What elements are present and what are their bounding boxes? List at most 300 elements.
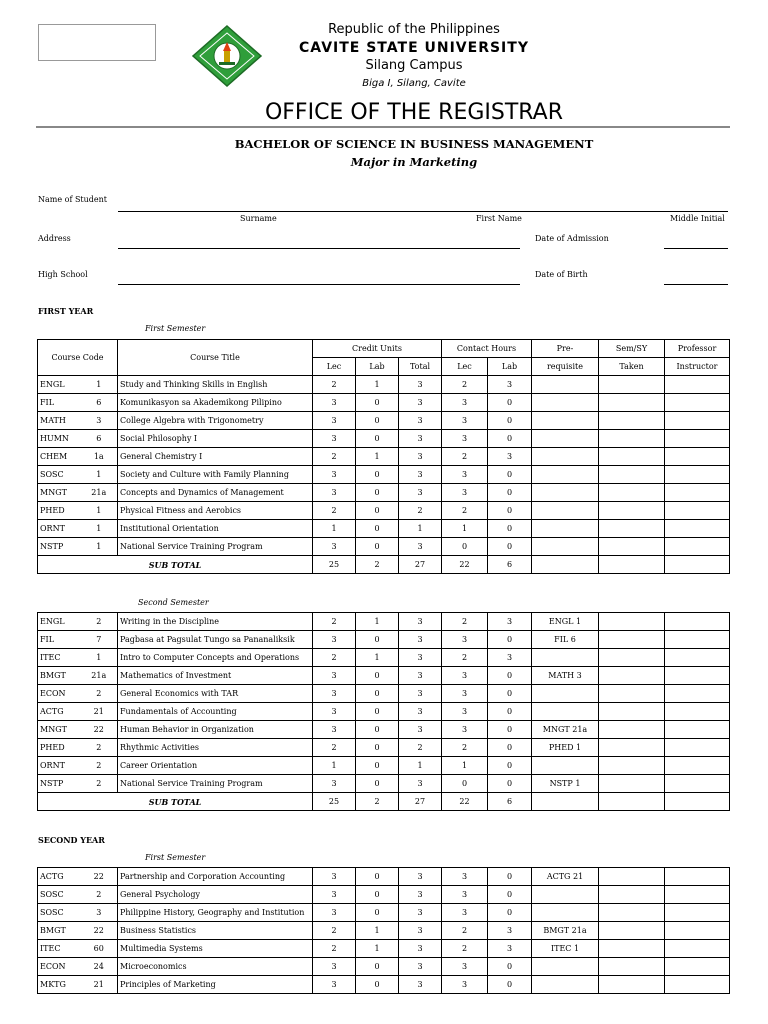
course-code: SOSC bbox=[38, 904, 81, 922]
instructor-cell[interactable] bbox=[665, 922, 730, 940]
course-row bbox=[38, 667, 730, 685]
credit-lab: 0 bbox=[356, 667, 399, 685]
contact-lec: 3 bbox=[442, 631, 488, 649]
credit-lec: 3 bbox=[313, 466, 356, 484]
prerequisite bbox=[532, 958, 599, 976]
course-code: MNGT bbox=[38, 721, 81, 739]
sem-taken-cell[interactable] bbox=[599, 466, 665, 484]
contact-lec: 2 bbox=[442, 739, 488, 757]
subtotal-blank bbox=[599, 556, 665, 574]
contact-lec: 3 bbox=[442, 721, 488, 739]
sem-taken-cell[interactable] bbox=[599, 667, 665, 685]
course-number: 1 bbox=[81, 466, 118, 484]
course-number: 1 bbox=[81, 376, 118, 394]
subtotal-label: SUB TOTAL bbox=[38, 793, 313, 811]
course-code: ITEC bbox=[38, 940, 81, 958]
sem-taken-cell[interactable] bbox=[599, 520, 665, 538]
sem-taken-cell[interactable] bbox=[599, 739, 665, 757]
credit-lec: 3 bbox=[313, 685, 356, 703]
subtotal-ch-lec: 22 bbox=[442, 556, 488, 574]
col-prof-bottom: Instructor bbox=[665, 358, 730, 376]
credit-lab: 1 bbox=[356, 649, 399, 667]
course-row bbox=[38, 868, 730, 886]
contact-lab: 0 bbox=[488, 667, 532, 685]
course-title: Human Behavior in Organization bbox=[118, 721, 313, 739]
credit-lab: 0 bbox=[356, 631, 399, 649]
prerequisite bbox=[532, 538, 599, 556]
surname-label: Surname bbox=[240, 214, 277, 223]
instructor-cell[interactable] bbox=[665, 739, 730, 757]
course-number: 24 bbox=[81, 958, 118, 976]
prerequisite bbox=[532, 904, 599, 922]
credit-lab: 0 bbox=[356, 520, 399, 538]
course-row bbox=[38, 940, 730, 958]
contact-lab: 0 bbox=[488, 721, 532, 739]
sem-taken-cell[interactable] bbox=[599, 448, 665, 466]
credit-total: 3 bbox=[399, 886, 442, 904]
course-title: Society and Culture with Family Planning bbox=[118, 466, 313, 484]
contact-lab: 0 bbox=[488, 538, 532, 556]
course-number: 1 bbox=[81, 502, 118, 520]
credit-lec: 2 bbox=[313, 376, 356, 394]
course-title: Microeconomics bbox=[118, 958, 313, 976]
credit-total: 3 bbox=[399, 649, 442, 667]
instructor-cell[interactable] bbox=[665, 958, 730, 976]
course-code: NSTP bbox=[38, 538, 81, 556]
y2-sem1-table bbox=[37, 867, 730, 994]
course-code: ECON bbox=[38, 685, 81, 703]
sem-taken-cell[interactable] bbox=[599, 904, 665, 922]
instructor-cell[interactable] bbox=[665, 538, 730, 556]
sem-taken-cell[interactable] bbox=[599, 940, 665, 958]
col-credit-units: Credit Units bbox=[313, 340, 442, 358]
col-course-title: Course Title bbox=[118, 340, 313, 376]
course-code: ORNT bbox=[38, 757, 81, 775]
course-code: MATH bbox=[38, 412, 81, 430]
course-row bbox=[38, 613, 730, 631]
course-row bbox=[38, 538, 730, 556]
credit-lab: 0 bbox=[356, 430, 399, 448]
credit-lec: 2 bbox=[313, 940, 356, 958]
credit-lec: 1 bbox=[313, 520, 356, 538]
subtotal-lec: 25 bbox=[313, 556, 356, 574]
course-row bbox=[38, 775, 730, 793]
course-code: BMGT bbox=[38, 667, 81, 685]
subtotal-ch-lec: 22 bbox=[442, 793, 488, 811]
prerequisite bbox=[532, 886, 599, 904]
course-number: 22 bbox=[81, 868, 118, 886]
course-title: General Psychology bbox=[118, 886, 313, 904]
course-number: 3 bbox=[81, 412, 118, 430]
contact-lec: 3 bbox=[442, 394, 488, 412]
contact-lab: 0 bbox=[488, 739, 532, 757]
first-name-label: First Name bbox=[476, 214, 522, 223]
col-lab: Lab bbox=[356, 358, 399, 376]
course-number: 21 bbox=[81, 976, 118, 994]
subtotal-row bbox=[38, 556, 730, 574]
course-title: Fundamentals of Accounting bbox=[118, 703, 313, 721]
contact-lec: 3 bbox=[442, 886, 488, 904]
instructor-cell[interactable] bbox=[665, 775, 730, 793]
prerequisite bbox=[532, 430, 599, 448]
contact-lab: 0 bbox=[488, 484, 532, 502]
instructor-cell[interactable] bbox=[665, 721, 730, 739]
course-row bbox=[38, 721, 730, 739]
credit-total: 3 bbox=[399, 613, 442, 631]
contact-lec: 3 bbox=[442, 976, 488, 994]
instructor-cell[interactable] bbox=[665, 940, 730, 958]
contact-lab: 3 bbox=[488, 922, 532, 940]
instructor-cell[interactable] bbox=[665, 613, 730, 631]
instructor-cell[interactable] bbox=[665, 976, 730, 994]
subtotal-lab: 2 bbox=[356, 793, 399, 811]
credit-lec: 3 bbox=[313, 904, 356, 922]
credit-lec: 3 bbox=[313, 976, 356, 994]
credit-total: 3 bbox=[399, 868, 442, 886]
instructor-cell[interactable] bbox=[665, 757, 730, 775]
course-row bbox=[38, 430, 730, 448]
sem-taken-cell[interactable] bbox=[599, 394, 665, 412]
course-code: FIL bbox=[38, 394, 81, 412]
credit-lab: 0 bbox=[356, 703, 399, 721]
course-number: 22 bbox=[81, 721, 118, 739]
date-of-birth-input-line[interactable] bbox=[664, 284, 728, 285]
sem-taken-cell[interactable] bbox=[599, 502, 665, 520]
credit-lab: 0 bbox=[356, 484, 399, 502]
credit-lec: 2 bbox=[313, 613, 356, 631]
prerequisite bbox=[532, 685, 599, 703]
credit-lab: 1 bbox=[356, 448, 399, 466]
prerequisite bbox=[532, 394, 599, 412]
course-title: Rhythmic Activities bbox=[118, 739, 313, 757]
course-code: ORNT bbox=[38, 520, 81, 538]
contact-lec: 1 bbox=[442, 757, 488, 775]
contact-lec: 3 bbox=[442, 430, 488, 448]
credit-total: 3 bbox=[399, 394, 442, 412]
course-title: Intro to Computer Concepts and Operations bbox=[118, 649, 313, 667]
date-of-admission-label: Date of Admission bbox=[535, 234, 609, 243]
course-title: Philippine History, Geography and Institution bbox=[118, 904, 313, 922]
contact-lec: 3 bbox=[442, 703, 488, 721]
course-code: PHED bbox=[38, 502, 81, 520]
course-title: Multimedia Systems bbox=[118, 940, 313, 958]
credit-total: 3 bbox=[399, 775, 442, 793]
contact-lec: 2 bbox=[442, 649, 488, 667]
sem-taken-cell[interactable] bbox=[599, 412, 665, 430]
instructor-cell[interactable] bbox=[665, 868, 730, 886]
contact-lec: 3 bbox=[442, 868, 488, 886]
course-code: SOSC bbox=[38, 466, 81, 484]
subtotal-lab: 2 bbox=[356, 556, 399, 574]
course-number: 2 bbox=[81, 685, 118, 703]
contact-lab: 0 bbox=[488, 904, 532, 922]
credit-total: 3 bbox=[399, 922, 442, 940]
name-label: Name of Student bbox=[38, 195, 108, 204]
course-title: National Service Training Program bbox=[118, 538, 313, 556]
y2-sem1-label: First Semester bbox=[145, 853, 206, 862]
name-input-line[interactable] bbox=[118, 211, 728, 212]
credit-lab: 1 bbox=[356, 376, 399, 394]
subtotal-blank bbox=[665, 793, 730, 811]
sem-taken-cell[interactable] bbox=[599, 868, 665, 886]
prerequisite bbox=[532, 376, 599, 394]
instructor-cell[interactable] bbox=[665, 484, 730, 502]
course-title: Writing in the Discipline bbox=[118, 613, 313, 631]
course-code: ACTG bbox=[38, 868, 81, 886]
course-code: MNGT bbox=[38, 484, 81, 502]
prerequisite bbox=[532, 412, 599, 430]
credit-lec: 3 bbox=[313, 538, 356, 556]
sem-taken-cell[interactable] bbox=[599, 631, 665, 649]
instructor-cell[interactable] bbox=[665, 649, 730, 667]
credit-lab: 0 bbox=[356, 721, 399, 739]
instructor-cell[interactable] bbox=[665, 520, 730, 538]
sem-taken-cell[interactable] bbox=[599, 703, 665, 721]
address-input-line[interactable] bbox=[118, 248, 520, 249]
sem-taken-cell[interactable] bbox=[599, 775, 665, 793]
instructor-cell[interactable] bbox=[665, 376, 730, 394]
contact-lec: 2 bbox=[442, 922, 488, 940]
date-of-birth-label: Date of Birth bbox=[535, 270, 588, 279]
contact-lab: 0 bbox=[488, 502, 532, 520]
credit-total: 3 bbox=[399, 430, 442, 448]
course-title: Principles of Marketing bbox=[118, 976, 313, 994]
course-code: ENGL bbox=[38, 613, 81, 631]
course-title: Concepts and Dynamics of Management bbox=[118, 484, 313, 502]
prerequisite bbox=[532, 520, 599, 538]
instructor-cell[interactable] bbox=[665, 667, 730, 685]
contact-lab: 0 bbox=[488, 886, 532, 904]
sem-taken-cell[interactable] bbox=[599, 430, 665, 448]
course-number: 6 bbox=[81, 430, 118, 448]
contact-lab: 0 bbox=[488, 430, 532, 448]
col-sem-bottom: Taken bbox=[599, 358, 665, 376]
credit-lab: 0 bbox=[356, 958, 399, 976]
credit-lab: 0 bbox=[356, 538, 399, 556]
credit-total: 3 bbox=[399, 448, 442, 466]
course-row bbox=[38, 739, 730, 757]
contact-lec: 2 bbox=[442, 613, 488, 631]
credit-lec: 3 bbox=[313, 631, 356, 649]
course-row bbox=[38, 976, 730, 994]
instructor-cell[interactable] bbox=[665, 502, 730, 520]
sem-taken-cell[interactable] bbox=[599, 757, 665, 775]
prerequisite bbox=[532, 649, 599, 667]
instructor-cell[interactable] bbox=[665, 394, 730, 412]
subtotal-label: SUB TOTAL bbox=[38, 556, 313, 574]
major-title: Major in Marketing bbox=[350, 155, 478, 169]
col-contact-hours: Contact Hours bbox=[442, 340, 532, 358]
date-of-admission-input-line[interactable] bbox=[664, 248, 728, 249]
course-number: 21 bbox=[81, 703, 118, 721]
credit-lec: 2 bbox=[313, 922, 356, 940]
credit-lab: 0 bbox=[356, 886, 399, 904]
prerequisite: ENGL 1 bbox=[532, 613, 599, 631]
credit-total: 2 bbox=[399, 502, 442, 520]
credit-lec: 2 bbox=[313, 739, 356, 757]
credit-lab: 0 bbox=[356, 775, 399, 793]
course-number: 7 bbox=[81, 631, 118, 649]
instructor-cell[interactable] bbox=[665, 430, 730, 448]
course-code: CHEM bbox=[38, 448, 81, 466]
sem-taken-cell[interactable] bbox=[599, 958, 665, 976]
course-title: Komunikasyon sa Akademikong Pilipino bbox=[118, 394, 313, 412]
instructor-cell[interactable] bbox=[665, 448, 730, 466]
credit-lec: 3 bbox=[313, 394, 356, 412]
subtotal-blank bbox=[532, 793, 599, 811]
course-row bbox=[38, 376, 730, 394]
contact-lab: 3 bbox=[488, 448, 532, 466]
prerequisite: BMGT 21a bbox=[532, 922, 599, 940]
course-row bbox=[38, 412, 730, 430]
course-row bbox=[38, 757, 730, 775]
credit-lec: 2 bbox=[313, 448, 356, 466]
credit-total: 3 bbox=[399, 484, 442, 502]
subtotal-blank bbox=[532, 556, 599, 574]
contact-lec: 0 bbox=[442, 775, 488, 793]
prerequisite bbox=[532, 448, 599, 466]
course-code: HUMN bbox=[38, 430, 81, 448]
course-code: FIL bbox=[38, 631, 81, 649]
contact-lab: 3 bbox=[488, 376, 532, 394]
instructor-cell[interactable] bbox=[665, 904, 730, 922]
course-number: 1 bbox=[81, 649, 118, 667]
credit-lec: 3 bbox=[313, 703, 356, 721]
prerequisite bbox=[532, 484, 599, 502]
contact-lab: 3 bbox=[488, 613, 532, 631]
sem-taken-cell[interactable] bbox=[599, 721, 665, 739]
credit-lab: 1 bbox=[356, 940, 399, 958]
credit-total: 3 bbox=[399, 721, 442, 739]
subtotal-blank bbox=[599, 793, 665, 811]
course-code: PHED bbox=[38, 739, 81, 757]
credit-total: 3 bbox=[399, 631, 442, 649]
course-number: 2 bbox=[81, 739, 118, 757]
credit-total: 3 bbox=[399, 703, 442, 721]
instructor-cell[interactable] bbox=[665, 412, 730, 430]
credit-total: 3 bbox=[399, 376, 442, 394]
credit-total: 3 bbox=[399, 976, 442, 994]
course-title: Institutional Orientation bbox=[118, 520, 313, 538]
course-title: Partnership and Corporation Accounting bbox=[118, 868, 313, 886]
sem-taken-cell[interactable] bbox=[599, 685, 665, 703]
instructor-cell[interactable] bbox=[665, 886, 730, 904]
sem-taken-cell[interactable] bbox=[599, 649, 665, 667]
course-row bbox=[38, 685, 730, 703]
course-row bbox=[38, 703, 730, 721]
course-number: 2 bbox=[81, 613, 118, 631]
course-code: SOSC bbox=[38, 886, 81, 904]
prerequisite bbox=[532, 976, 599, 994]
course-title: General Chemistry I bbox=[118, 448, 313, 466]
credit-lab: 0 bbox=[356, 685, 399, 703]
subtotal-ch-lab: 6 bbox=[488, 556, 532, 574]
credit-lab: 0 bbox=[356, 904, 399, 922]
credit-total: 3 bbox=[399, 904, 442, 922]
prerequisite bbox=[532, 466, 599, 484]
course-number: 1 bbox=[81, 538, 118, 556]
credit-lab: 1 bbox=[356, 613, 399, 631]
credit-total: 3 bbox=[399, 667, 442, 685]
contact-lab: 0 bbox=[488, 868, 532, 886]
campus-location: Biga I, Silang, Cavite bbox=[362, 78, 466, 89]
y1-sem1-label: First Semester bbox=[145, 324, 206, 333]
sem-taken-cell[interactable] bbox=[599, 538, 665, 556]
credit-lec: 3 bbox=[313, 667, 356, 685]
credit-lec: 3 bbox=[313, 868, 356, 886]
prerequisite: MATH 3 bbox=[532, 667, 599, 685]
course-number: 3 bbox=[81, 904, 118, 922]
course-number: 22 bbox=[81, 922, 118, 940]
contact-lab: 3 bbox=[488, 649, 532, 667]
course-title: Social Philosophy I bbox=[118, 430, 313, 448]
credit-lab: 0 bbox=[356, 412, 399, 430]
credit-lab: 0 bbox=[356, 739, 399, 757]
instructor-cell[interactable] bbox=[665, 703, 730, 721]
credit-total: 3 bbox=[399, 685, 442, 703]
contact-lab: 0 bbox=[488, 631, 532, 649]
col-course-code: Course Code bbox=[38, 340, 118, 376]
instructor-cell[interactable] bbox=[665, 466, 730, 484]
credit-lab: 0 bbox=[356, 868, 399, 886]
prerequisite: PHED 1 bbox=[532, 739, 599, 757]
credit-lec: 3 bbox=[313, 430, 356, 448]
sem-taken-cell[interactable] bbox=[599, 976, 665, 994]
credit-lec: 1 bbox=[313, 757, 356, 775]
course-title: Career Orientation bbox=[118, 757, 313, 775]
credit-lec: 3 bbox=[313, 412, 356, 430]
high-school-label: High School bbox=[38, 270, 88, 279]
sem-taken-cell[interactable] bbox=[599, 376, 665, 394]
high-school-input-line[interactable] bbox=[118, 284, 520, 285]
col-ch-lab: Lab bbox=[488, 358, 532, 376]
credit-lab: 0 bbox=[356, 502, 399, 520]
prerequisite bbox=[532, 757, 599, 775]
sem-taken-cell[interactable] bbox=[599, 886, 665, 904]
col-lec: Lec bbox=[313, 358, 356, 376]
credit-total: 3 bbox=[399, 958, 442, 976]
course-number: 21a bbox=[81, 667, 118, 685]
course-row bbox=[38, 886, 730, 904]
prerequisite: ITEC 1 bbox=[532, 940, 599, 958]
credit-total: 3 bbox=[399, 466, 442, 484]
credit-lab: 0 bbox=[356, 976, 399, 994]
prerequisite: NSTP 1 bbox=[532, 775, 599, 793]
y1-sem1-table bbox=[37, 339, 730, 574]
address-label: Address bbox=[38, 234, 71, 243]
col-sem-top: Sem/SY bbox=[599, 340, 665, 358]
course-row bbox=[38, 502, 730, 520]
credit-total: 1 bbox=[399, 520, 442, 538]
sem-taken-cell[interactable] bbox=[599, 484, 665, 502]
first-year-label: FIRST YEAR bbox=[38, 306, 94, 316]
course-row bbox=[38, 631, 730, 649]
instructor-cell[interactable] bbox=[665, 631, 730, 649]
sem-taken-cell[interactable] bbox=[599, 922, 665, 940]
sem-taken-cell[interactable] bbox=[599, 613, 665, 631]
contact-lec: 3 bbox=[442, 412, 488, 430]
credit-lec: 3 bbox=[313, 721, 356, 739]
credit-lab: 1 bbox=[356, 922, 399, 940]
prerequisite: ACTG 21 bbox=[532, 868, 599, 886]
instructor-cell[interactable] bbox=[665, 685, 730, 703]
middle-initial-label: Middle Initial bbox=[670, 214, 725, 223]
subtotal-lec: 25 bbox=[313, 793, 356, 811]
course-title: General Economics with TAR bbox=[118, 685, 313, 703]
credit-lec: 3 bbox=[313, 958, 356, 976]
credit-lec: 2 bbox=[313, 649, 356, 667]
contact-lec: 3 bbox=[442, 667, 488, 685]
